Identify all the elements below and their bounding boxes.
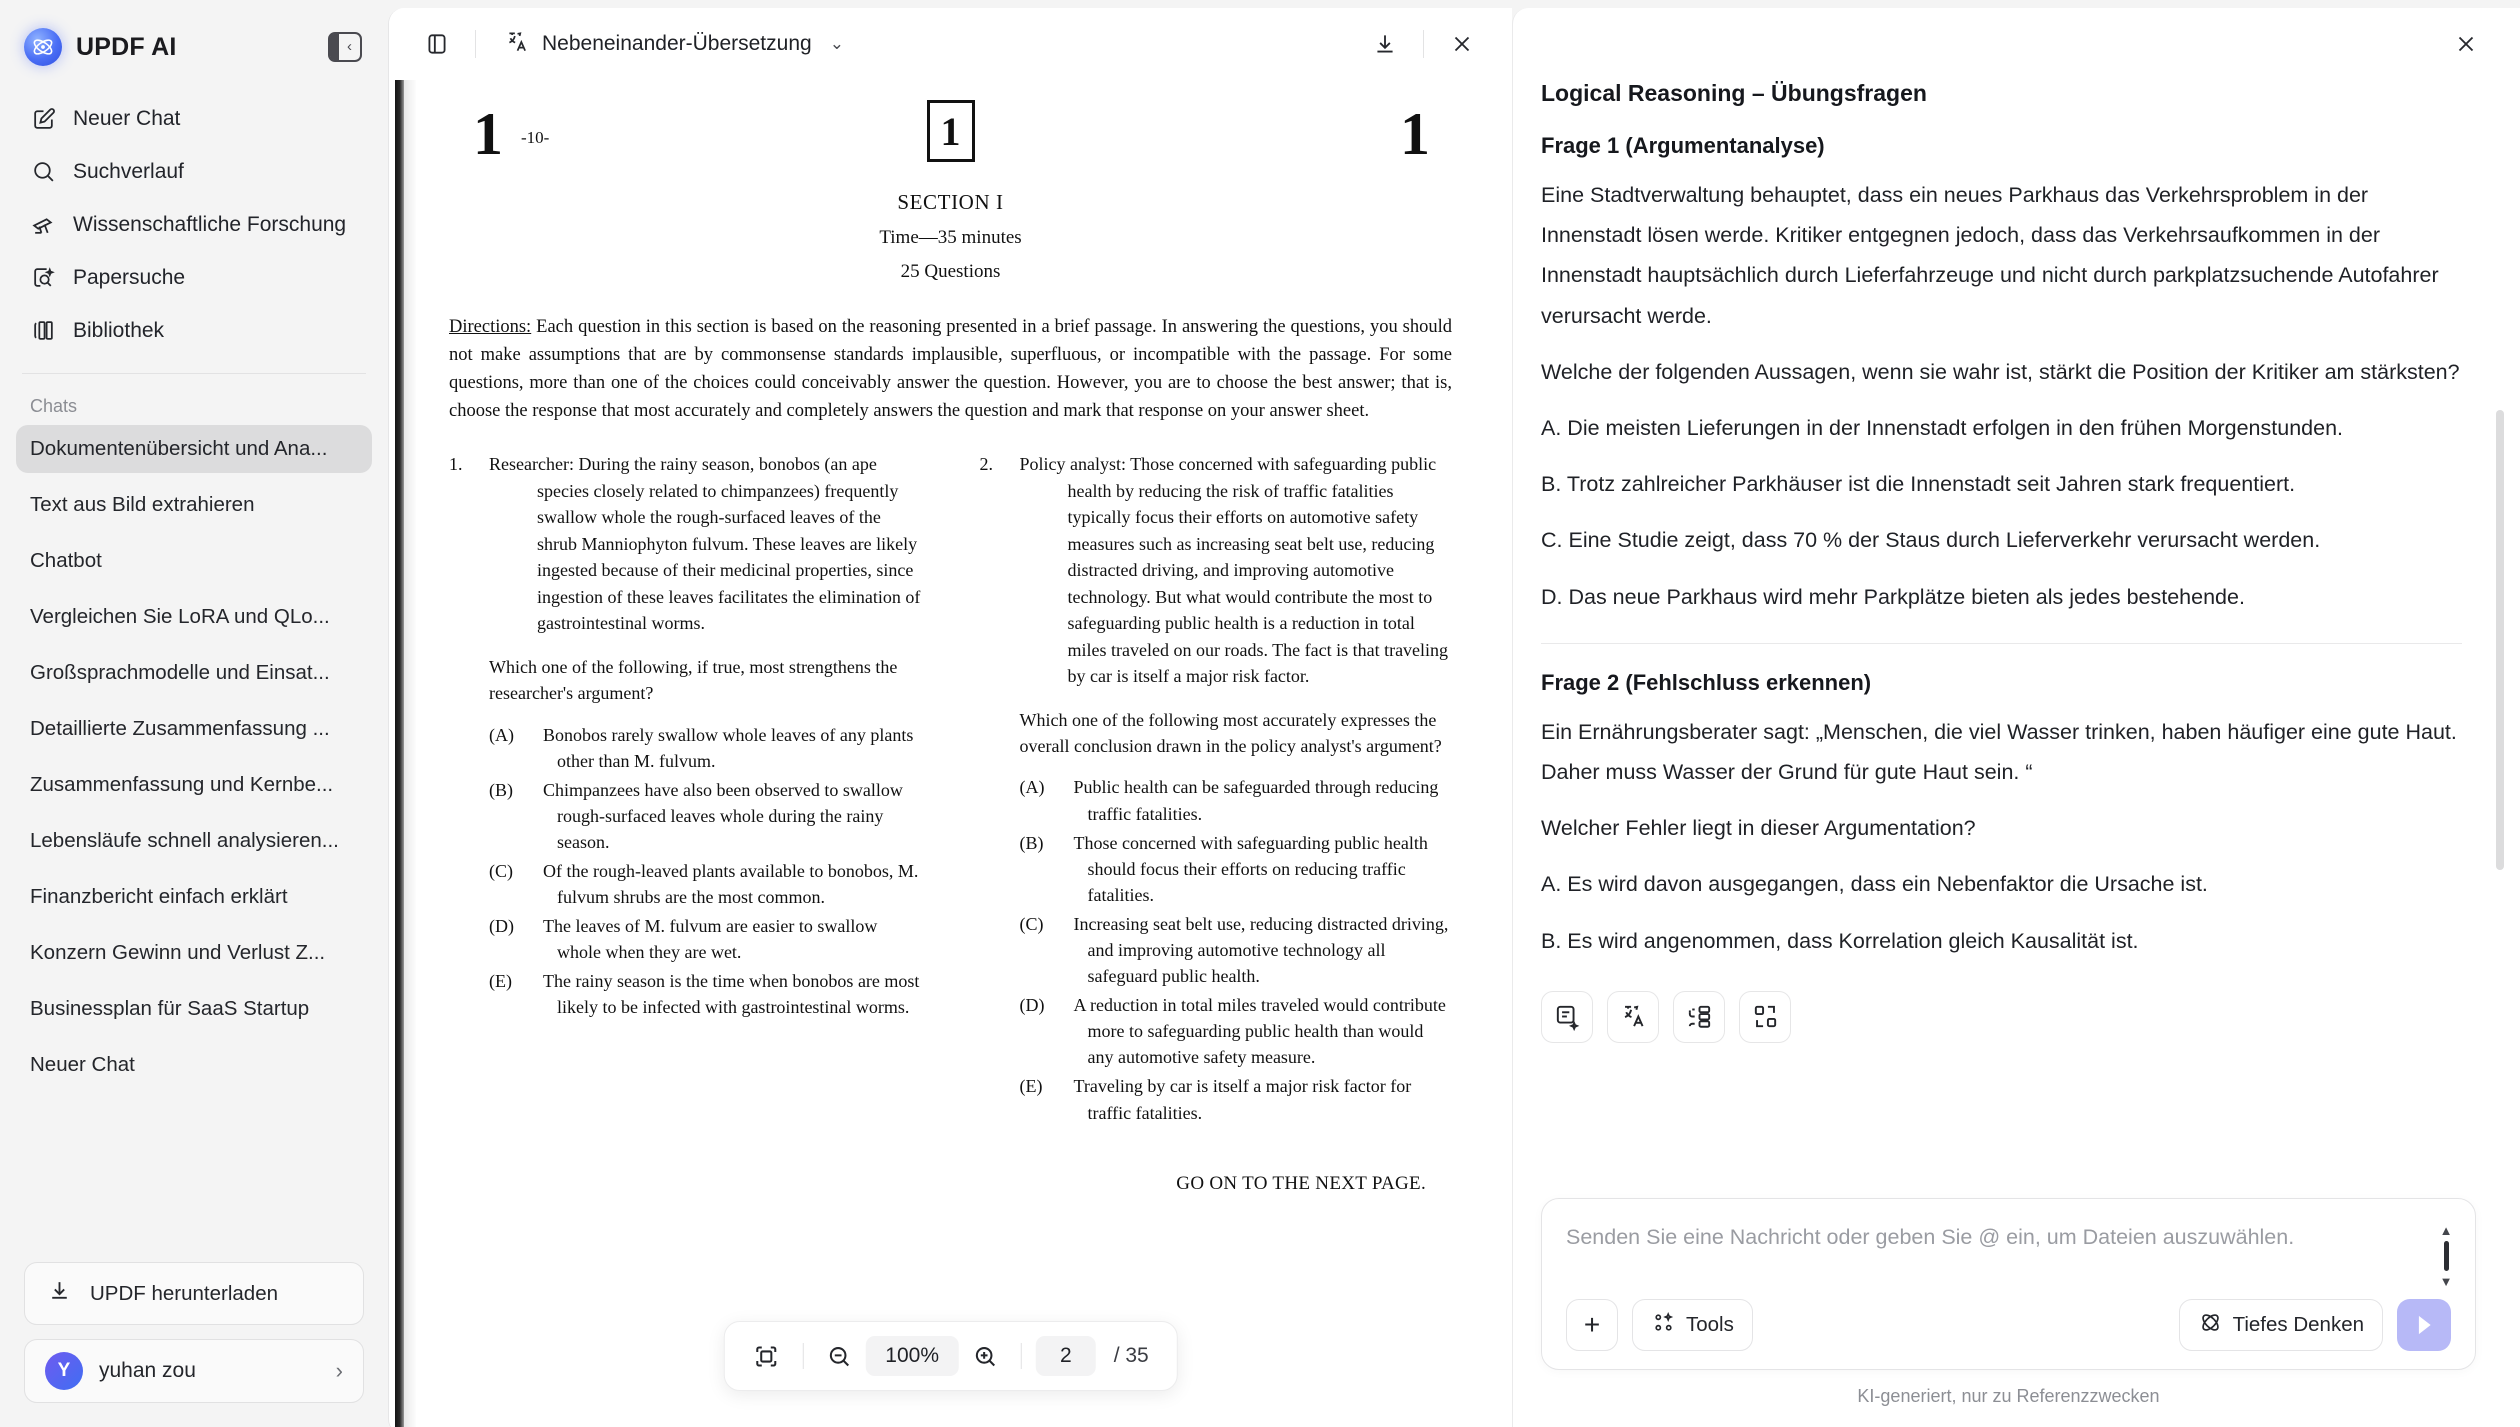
sidebar-nav xyxy=(0,76,388,357)
choice-letter: (E) xyxy=(489,971,512,992)
close-icon[interactable] xyxy=(1442,24,1482,64)
message-composer xyxy=(1541,1198,2476,1370)
ai-subheading: Frage 2 (Fehlschluss erkennen) xyxy=(1541,669,1872,695)
answer-choice xyxy=(489,858,922,910)
page-mark-right: 1 xyxy=(1400,101,1430,167)
choice-letter: (D) xyxy=(1019,995,1045,1016)
translation-mode-dropdown[interactable] xyxy=(494,23,854,66)
sidebar-item-label: Wissenschaftliche Forschung xyxy=(73,212,347,236)
choice-letter: (A) xyxy=(1019,777,1045,798)
directions-text: Each question in this section is based on the reasoning presented in a brief passage. In answering the questions, you should not make assumptions that are by commonsense standards implausible, superfluous, or incompatible with the passage. For some questions, more than one of the choices could conceivably answer the question. However, you are to choose the best answer; that is, choose the response that most accurately and completely answers the question and mark that response on your answer sheet. xyxy=(449,317,1452,422)
ai-response-title: Logical Reasoning – Übungsfragen xyxy=(1541,80,1927,106)
summarize-icon[interactable] xyxy=(1541,991,1593,1043)
ai-disclaimer: KI-generiert, nur zu Referenzzwecken xyxy=(1857,1386,2160,1406)
ai-answer-option: D. Das neue Parkhaus wird mehr Parkplätze bieten als jedes bestehende. xyxy=(1541,584,2245,609)
explain-icon[interactable] xyxy=(1739,991,1791,1043)
question-prompt: Which one of the following, if true, most strengthens the researcher's argument? xyxy=(489,656,898,704)
answer-choice xyxy=(489,777,922,855)
answer-choice xyxy=(489,968,922,1020)
tools-label: Tools xyxy=(1686,1313,1734,1336)
translate-icon xyxy=(504,29,530,60)
choice-text: Traveling by car is itself a major risk factor for traffic fatalities. xyxy=(1073,1076,1412,1123)
choice-text: Of the rough-leaved plants available to bonobos, M. fulvum shrubs are the most common. xyxy=(543,860,919,908)
ai-paragraph: Eine Stadtverwaltung behauptet, dass ein neues Parkhaus das Verkehrsproblem in der Innenstadt lösen werde. Kritiker entgegnen jedoch, dass das Verkehrsaufkommen in der Innenstadt hauptsächlich durch Lieferfahrzeuge und nicht durch parkplatzsuchende Autofahrer verursacht werde. xyxy=(1541,183,2439,328)
send-icon[interactable] xyxy=(2397,1299,2451,1351)
section-question-count: 25 Questions xyxy=(900,261,1001,282)
updf-logo-icon xyxy=(24,28,62,66)
total-pages-label: / 35 xyxy=(1113,1344,1149,1367)
question-block xyxy=(449,451,922,1023)
question-number: 2. xyxy=(979,454,993,475)
paper-search-icon xyxy=(30,264,57,291)
user-account-button[interactable] xyxy=(24,1339,364,1403)
avatar: Y xyxy=(45,1352,83,1390)
sidebar-item-label: Papersuche xyxy=(73,265,186,289)
boxed-section-number: 1 xyxy=(927,100,975,162)
section-title: SECTION I xyxy=(897,190,1004,214)
chevron-left-icon: ‹ xyxy=(347,38,352,55)
chat-list-item[interactable]: Lebensläufe schnell analysieren... xyxy=(30,829,339,852)
ai-divider xyxy=(1541,643,2462,644)
question-prompt: Which one of the following most accurately expresses the overall conclusion drawn in the policy analyst's argument? xyxy=(1019,709,1442,756)
choice-text: Chimpanzees have also been observed to swallow rough-surfaced leaves whole during the rainy season. xyxy=(543,779,903,852)
answer-choice xyxy=(1020,830,1453,908)
answer-choices xyxy=(489,722,922,1021)
choice-letter: (A) xyxy=(489,724,514,745)
ai-paragraph: Welcher Fehler liegt in dieser Argumentation? xyxy=(1541,816,1976,841)
pdf-page xyxy=(389,80,1512,1427)
document-toolbar xyxy=(389,8,1512,80)
collapse-sidebar-icon[interactable] xyxy=(328,32,362,62)
pdf-zoom-toolbar xyxy=(723,1321,1177,1391)
chat-list-item[interactable]: Chatbot xyxy=(30,549,102,572)
choice-letter: (B) xyxy=(489,779,513,800)
sidebar-item-library[interactable] xyxy=(16,304,372,357)
composer-scrollbar[interactable] xyxy=(2439,1223,2453,1289)
choice-letter: (D) xyxy=(489,916,514,937)
zoom-in-icon[interactable] xyxy=(963,1334,1007,1378)
chat-list-item[interactable]: Konzern Gewinn und Verlust Z... xyxy=(30,941,326,964)
chat-list xyxy=(0,425,388,1256)
ai-conversation xyxy=(1513,80,2520,1198)
ai-answer-option: A. Es wird davon ausgegangen, dass ein Nebenfaktor die Ursache ist. xyxy=(1541,872,2208,897)
zoombar-divider xyxy=(1021,1343,1022,1369)
question-block xyxy=(980,451,1453,1197)
message-input[interactable]: Senden Sie eine Nachricht oder geben Sie @ ein, um Dateien auszuwählen. xyxy=(1566,1225,2295,1249)
ai-paragraph: Ein Ernährungsberater sagt: „Menschen, die viel Wasser trinken, haben häufiger eine gute Haut. Daher muss Wasser der Grund für gute Haut sein. “ xyxy=(1541,719,2457,785)
answer-choice xyxy=(489,722,922,774)
download-updf-label: UPDF herunterladen xyxy=(90,1281,279,1305)
edit-square-icon xyxy=(30,105,57,132)
deep-think-button[interactable] xyxy=(2179,1299,2383,1351)
sidebar-item-label: Bibliothek xyxy=(73,318,165,342)
toolbar-divider xyxy=(1423,30,1424,58)
chevron-down-icon: ▼ xyxy=(2439,1274,2453,1289)
chat-list-item[interactable]: Vergleichen Sie LoRA und QLo... xyxy=(30,605,330,628)
sidebar xyxy=(0,0,388,1427)
chat-list-item[interactable]: Finanzbericht einfach erklärt xyxy=(30,885,288,908)
pdf-column-left xyxy=(449,451,922,1197)
ai-answer-option: A. Die meisten Lieferungen in der Innenstadt erfolgen in den frühen Morgenstunden. xyxy=(1541,416,2343,441)
ai-composer-area xyxy=(1513,1198,2520,1427)
zoom-level-value[interactable]: 100% xyxy=(865,1336,959,1376)
chat-list-item[interactable]: Dokumentenübersicht und Ana... xyxy=(16,425,372,473)
choice-letter: (C) xyxy=(489,860,513,881)
choice-text: Public health can be safeguarded through reducing traffic fatalities. xyxy=(1073,777,1439,824)
pdf-page-content xyxy=(389,80,1512,1198)
pdf-columns xyxy=(449,451,1452,1197)
collapse-bar xyxy=(330,34,339,60)
answer-choice xyxy=(1020,911,1453,989)
page-mark-left: 1 xyxy=(473,101,503,167)
choice-text: The leaves of M. fulvum are easier to swallow whole when they are wet. xyxy=(543,916,878,963)
translate-icon[interactable] xyxy=(1607,991,1659,1043)
pdf-page-header xyxy=(449,101,1452,176)
composer-toolbar xyxy=(1566,1299,2451,1351)
chat-list-item[interactable]: Großsprachmodelle und Einsat... xyxy=(30,661,330,684)
brand xyxy=(24,28,176,66)
outline-icon[interactable] xyxy=(1673,991,1725,1043)
choice-letter: (E) xyxy=(1019,1076,1043,1097)
ai-answer-option: B. Trotz zahlreicher Parkhäuser ist die Innenstadt seit Jahren stark frequentiert. xyxy=(1541,472,2296,497)
telescope-icon xyxy=(30,211,57,238)
ai-subheading: Frage 1 (Argumentanalyse) xyxy=(1541,133,1825,158)
chevron-right-icon: › xyxy=(335,1358,343,1383)
choice-text: The rainy season is the time when bonobos are most likely to be infected with gastrointestinal worms. xyxy=(543,971,920,1018)
chat-list-item[interactable]: Zusammenfassung und Kernbe... xyxy=(30,773,334,796)
fit-page-icon[interactable] xyxy=(744,1334,788,1378)
add-attachment-button[interactable]: + xyxy=(1566,1299,1618,1351)
page-footer-note: GO ON TO THE NEXT PAGE. xyxy=(1176,1172,1426,1194)
sidebar-item-label: Suchverlauf xyxy=(73,159,184,183)
question-stem: Policy analyst: Those concerned with safeguarding public health by reducing the risk of traffic fatalities typically focus their efforts on automotive safety measures such as increasing seat belt use, reducing distracted driving, and improving automotive technology. But what would contribute the most to safeguarding public health is a reduction in total miles traveled on our roads. The fact is that traveling by car is itself a major risk factor. xyxy=(1019,454,1449,687)
chevron-up-icon: ▲ xyxy=(2439,1223,2453,1238)
library-icon xyxy=(30,317,57,344)
download-updf-button[interactable] xyxy=(24,1262,364,1325)
section-time: Time—35 minutes xyxy=(879,227,1022,248)
directions-label: Directions: xyxy=(449,317,532,337)
question-body xyxy=(1020,451,1453,1197)
search-icon xyxy=(30,158,57,185)
ai-answer-option: C. Eine Studie zeigt, dass 70 % der Staus durch Lieferverkehr verursacht werden. xyxy=(1541,528,2321,553)
zoom-out-icon[interactable] xyxy=(817,1334,861,1378)
close-icon[interactable] xyxy=(2446,24,2486,64)
sidebar-item-search-history[interactable] xyxy=(16,145,372,198)
panel-toggle-icon[interactable] xyxy=(417,24,457,64)
ai-answer-option: B. Es wird angenommen, dass Korrelation gleich Kausalität ist. xyxy=(1541,928,2139,953)
pdf-column-right xyxy=(980,451,1453,1197)
ai-scroll-area[interactable] xyxy=(1541,80,2476,1198)
toolbar-divider xyxy=(475,30,476,58)
deep-think-label: Tiefes Denken xyxy=(2232,1313,2364,1336)
answer-choice xyxy=(1020,992,1453,1070)
choice-letter: (B) xyxy=(1019,832,1044,853)
translation-mode-label: Nebeneinander-Übersetzung xyxy=(542,32,812,55)
sidebar-item-paper-search[interactable] xyxy=(16,251,372,304)
tools-button[interactable] xyxy=(1632,1299,1753,1351)
chat-list-item[interactable]: Neuer Chat xyxy=(30,1053,135,1076)
sidebar-item-scientific-research[interactable] xyxy=(16,198,372,251)
sidebar-header xyxy=(0,0,388,76)
answer-choice xyxy=(1020,1073,1453,1125)
answer-choices xyxy=(1020,774,1453,1125)
ai-panel-scrollbar[interactable] xyxy=(2496,410,2504,870)
sidebar-footer xyxy=(0,1256,388,1427)
document-stage[interactable] xyxy=(389,80,1512,1427)
choice-text: Bonobos rarely swallow whole leaves of any plants other than M. fulvum. xyxy=(543,724,914,771)
chat-list-item[interactable]: Businessplan für SaaS Startup xyxy=(30,997,310,1020)
ai-paragraph: Welche der folgenden Aussagen, wenn sie wahr ist, stärkt die Position der Kritiker am stärksten? xyxy=(1541,359,2460,384)
download-icon xyxy=(47,1278,72,1309)
sidebar-item-new-chat[interactable] xyxy=(16,92,372,145)
chats-section-label: Chats xyxy=(30,396,78,416)
composer-scroll-thumb xyxy=(2444,1241,2449,1271)
directions-paragraph xyxy=(449,313,1452,425)
choice-text: A reduction in total miles traveled would contribute more to safeguarding public health than would any automotive safety measure. xyxy=(1073,995,1446,1068)
answer-choice xyxy=(1020,774,1453,826)
document-panel xyxy=(388,8,1512,1427)
question-stem: Researcher: During the rainy season, bonobos (an ape species closely related to chimpanzees) frequently swallow whole the rough-surfaced leaves of the shrub Manniophyton fulvum. These leaves are likely ingested because of their medicinal properties, since ingestion of these leaves facilitates the elimination of gastrointestinal worms. xyxy=(489,454,921,634)
question-body xyxy=(489,451,922,1023)
answer-choice xyxy=(489,913,922,965)
brand-name: UPDF AI xyxy=(76,32,177,61)
deep-think-icon xyxy=(2198,1310,2223,1341)
sidebar-item-label: Neuer Chat xyxy=(73,106,181,130)
question-number: 1. xyxy=(449,454,463,475)
tools-icon xyxy=(1651,1310,1676,1341)
ai-panel xyxy=(1512,8,2520,1427)
user-name: yuhan zou xyxy=(99,1359,196,1382)
download-icon[interactable] xyxy=(1365,24,1405,64)
chat-list-item[interactable]: Detaillierte Zusammenfassung ... xyxy=(30,717,330,740)
zoombar-divider xyxy=(802,1343,803,1369)
choice-text: Increasing seat belt use, reducing distracted driving, and improving automotive technology all safeguard public health. xyxy=(1073,913,1449,987)
page-number-label: -10- xyxy=(521,128,550,147)
choice-text: Those concerned with safeguarding public health should focus their efforts on reducing traffic fatalities. xyxy=(1073,832,1428,905)
choice-letter: (C) xyxy=(1019,913,1044,934)
chevron-down-icon: ⌄ xyxy=(829,34,844,53)
ai-quick-actions xyxy=(1541,991,2462,1043)
ai-panel-header xyxy=(1513,8,2520,80)
current-page-input[interactable]: 2 xyxy=(1036,1336,1096,1376)
chat-list-item[interactable]: Text aus Bild extrahieren xyxy=(30,493,255,516)
